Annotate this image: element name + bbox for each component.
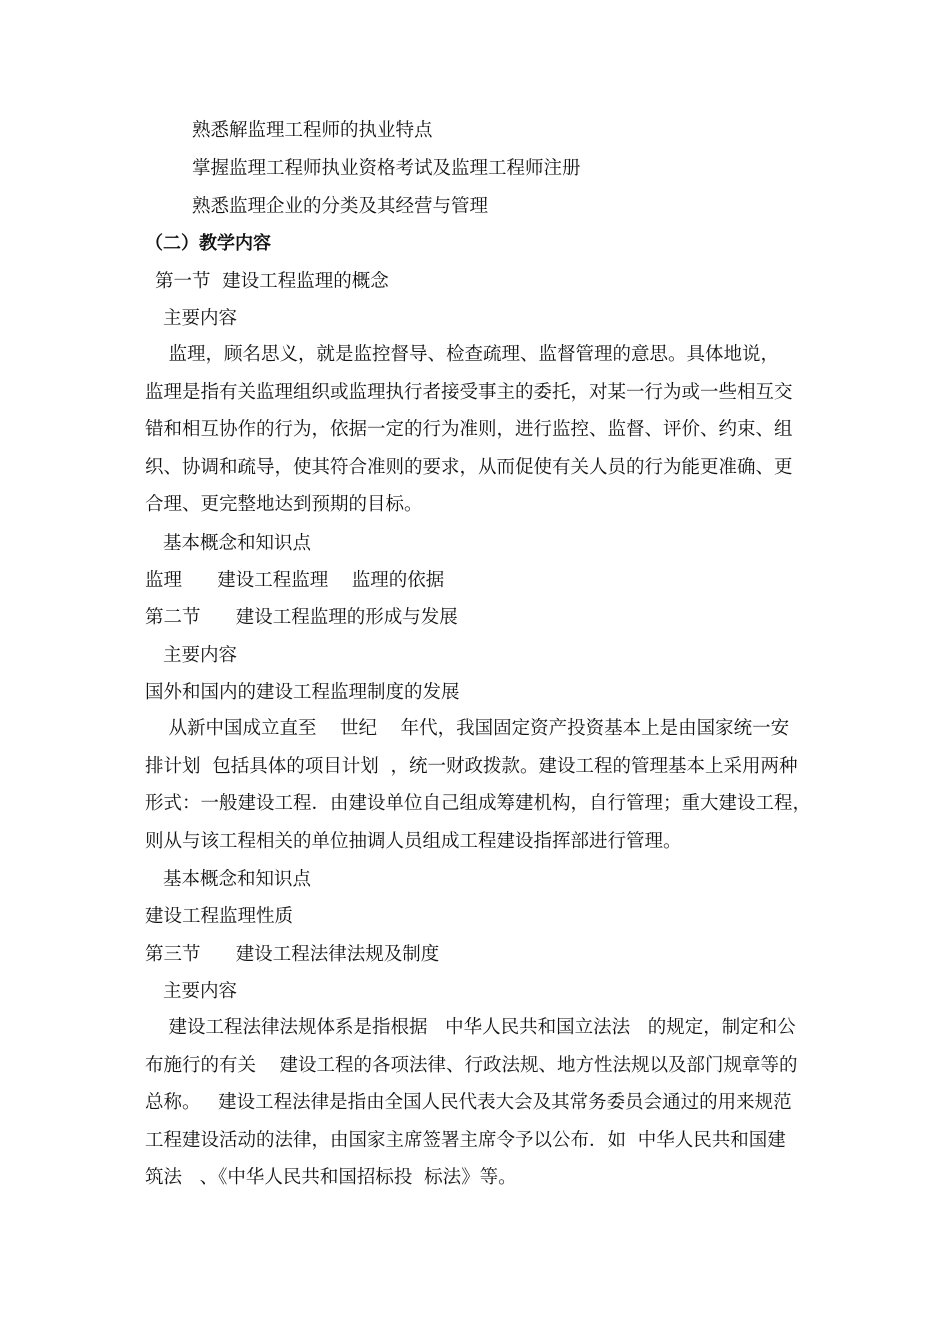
body-line: 织、协调和疏导，使其符合准则的要求，从而促使有关人员的行为能更准确、更 <box>145 456 793 478</box>
section-body <box>145 710 812 860</box>
concepts-list: 监理 建设工程监理 监理的依据 <box>145 570 445 591</box>
body-line: 则从与该工程相关的单位抽调人员组成工程建设指挥部进行管理。 <box>145 830 682 852</box>
concepts-label: 基本概念和知识点 <box>163 869 312 890</box>
body-line: 错和相互协作的行为，依据一定的行为准则，进行监控、监督、评价、约束、组 <box>145 419 793 440</box>
section-subtitle: 国外和国内的建设工程监理制度的发展 <box>145 682 460 703</box>
body-line: 监理，顾名思义，就是监控督导、检查疏理、监督管理的意思。具体地说， <box>145 344 780 365</box>
section-body <box>145 1009 807 1197</box>
section-title: 第二节 建设工程监理的形成与发展 <box>145 607 458 628</box>
body-line: 合理、更完整地达到预期的目标。 <box>145 494 423 515</box>
body-line: 排计划 包括具体的项目计划 ，统一财政拨款。建设工程的管理基本上采用两种 <box>145 755 798 777</box>
main-content-label: 主要内容 <box>163 308 238 329</box>
objective-line: 熟悉解监理工程师的执业特点 <box>192 120 433 141</box>
concepts-list: 建设工程监理性质 <box>145 906 294 927</box>
main-content-label: 主要内容 <box>163 981 238 1002</box>
objective-line: 掌握监理工程师执业资格考试及监理工程师注册 <box>192 158 581 179</box>
body-line: 监理是指有关监理组织或监理执行者接受事主的委托，对某一行为或一些相互交 <box>145 381 793 403</box>
body-line: 建设工程法律法规体系是指根据 中华人民共和国立法法 的规定，制定和公 <box>145 1017 796 1038</box>
body-line: 总称。 建设工程法律是指由全国人民代表大会及其常务委员会通过的用来规范 <box>145 1092 792 1113</box>
body-line: 形式：一般建设工程．由建设单位自己组成筹建机构，自行管理；重大建设工程， <box>145 793 812 814</box>
section-title: 第一节 建设工程监理的概念 <box>155 271 389 292</box>
body-line: 从新中国成立直至 世纪 年代，我国固定资产投资基本上是由国家统一安 <box>145 718 790 739</box>
body-line: 布施行的有关 建设工程的各项法律、行政法规、地方性法规以及部门规章等的 <box>145 1054 798 1076</box>
concepts-label: 基本概念和知识点 <box>163 533 312 554</box>
body-line: 筑法 、《中华人民共和国招标投 标法》等。 <box>145 1167 517 1188</box>
section-body <box>145 336 807 524</box>
objective-line: 熟悉监理企业的分类及其经营与管理 <box>192 196 489 217</box>
body-line: 工程建设活动的法律，由国家主席签署主席令予以公布．如 中华人民共和国建 <box>145 1129 786 1151</box>
teaching-content-heading: （二）教学内容 <box>145 233 271 254</box>
section-title: 第三节 建设工程法律法规及制度 <box>145 944 440 965</box>
main-content-label: 主要内容 <box>163 645 238 666</box>
